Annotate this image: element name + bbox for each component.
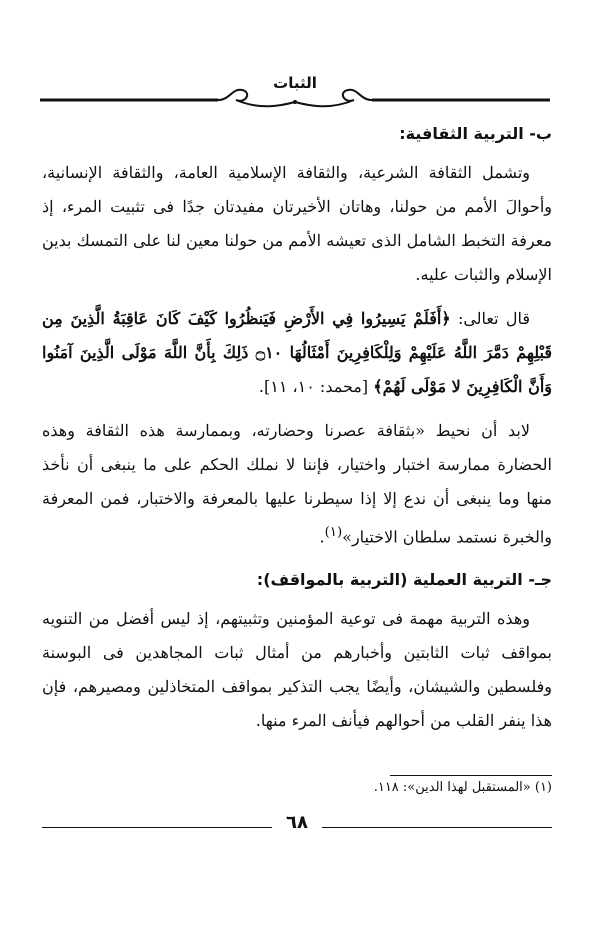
verse-intro: قال تعالى: bbox=[450, 309, 531, 328]
header-ornament bbox=[40, 84, 550, 112]
footnote-marker[interactable]: (١) bbox=[324, 525, 343, 540]
paragraph-practical: وهذه التربية مهمة فى توعية المؤمنين وتثبيتهم، إذ ليس أفضل من التنويه بمواقف ثبات الثابتين وأخبارهم من أمثال ثبات المجاهدين فى البوسنة وفلسطين والشيشان، وأيضًا يجب التذكير بمواقف المتخاذلين ومصيرهم، فإن هذا ينفر القلب من أحوالهم فيأنف المرء منها. bbox=[42, 609, 552, 731]
footer-rule-right bbox=[322, 827, 552, 828]
section-heading-practical: جـ- التربية العملية (التربية بالمواقف): bbox=[256, 570, 552, 590]
running-header-title: الثبات bbox=[273, 74, 317, 92]
civilization-quote: لابد أن نحيط «بثقافة عصرنا وحضارته، وبممارسة هذه الثقافة وهذه الحضارة ممارسة اختبار واختيار، فإننا لا نملك الحكم على ما ينبغى أن نأخذ منها وما ينبغى أن ندع إلا إذا سيطرنا عليها بالمعرفة والاختبار، فمن المعرفة والخبرة نستمد سلطان الاختيار» bbox=[42, 421, 552, 547]
verse-reference: [محمد: ١٠، ١١]. bbox=[258, 377, 374, 396]
page-body bbox=[42, 118, 552, 738]
page-number: ٦٨ bbox=[286, 812, 308, 833]
paragraph-cultural: وتشمل الثقافة الشرعية، والثقافة الإسلامية العامة، والثقافة الإنسانية، وأحوالَ الأمم من حولنا، وهاتان الأخيرتان مفيدتان جدًا فى تثبيت المرء، إذ معرفة التخبط الشامل الذى تعيشه الأمم من حولنا معين لنا على التمسك بدين الإسلام والثبات عليه. bbox=[42, 163, 552, 284]
quran-verse-paragraph bbox=[42, 302, 552, 404]
footnote-separator bbox=[390, 775, 552, 776]
section-heading-cultural: ب- التربية الثقافية: bbox=[399, 124, 552, 143]
footnote: (١) «المستقبل لهذا الدين»: ١١٨. bbox=[373, 780, 552, 795]
quran-verse: ﴿أَفَلَمْ يَسِيرُوا فِي الأَرْضِ فَيَنظُرُوا كَيْفَ كَانَ عَاقِبَةُ الَّذِينَ مِن قَبْلِهِمْ دَمَّرَ اللَّهُ عَلَيْهِمْ وَلِلْكَافِرِينَ أَمْثَالُهَا ۝١٠ ذَلِكَ بِأَنَّ اللَّهَ مَوْلَى الَّذِينَ آمَنُوا وَأَنَّ الْكَافِرِينَ لا مَوْلَى لَهُمْ﴾ bbox=[42, 309, 552, 396]
paragraph-civilization bbox=[42, 414, 552, 554]
footer-rule-left bbox=[42, 827, 272, 828]
paragraph-end: . bbox=[319, 527, 325, 547]
